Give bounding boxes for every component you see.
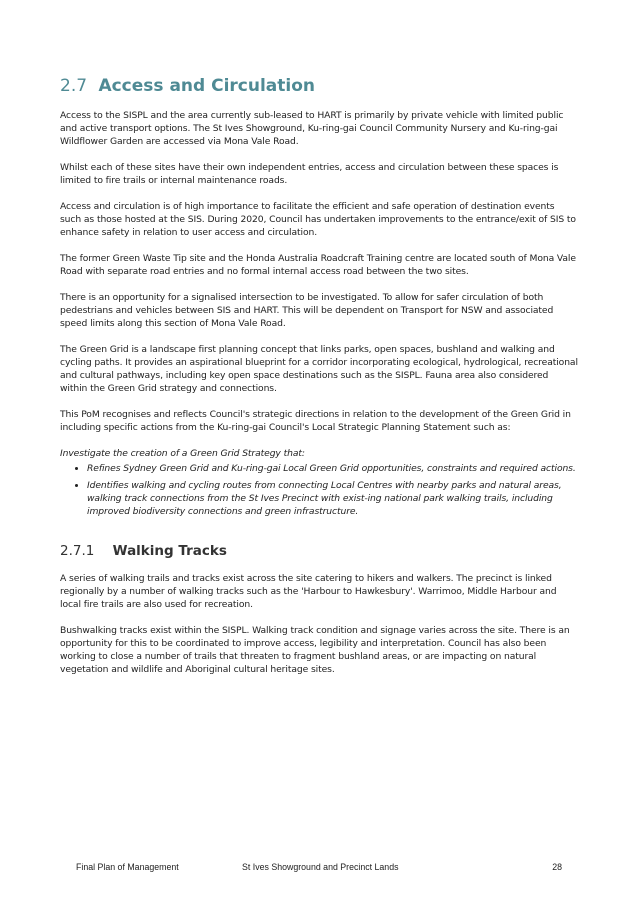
paragraph: There is an opportunity for a signalised intersection to be investigated. To allow for safer circulation of both pedestrians and vehicles between SIS and HART. This will be dependent on Transport for NSW and associated speed limits along this section of Mona Vale Road.: [60, 292, 554, 329]
paragraph: The former Green Waste Tip site and the Honda Australia Roadcraft Training centre are located south of Mona Vale Road with separate road entries and no formal internal access road between the two sites.: [60, 253, 576, 277]
paragraph: Access to the SISPL and the area currently sub-leased to HART is primarily by private vehicle with limited public and active transport options. The St Ives Showground, Ku-ring-gai Council Community Nursery and Ku-ring-gai Wildflower Garden are accessed via Mona Vale Road.: [60, 110, 564, 147]
subsection-number: 2.7.1: [60, 543, 95, 559]
strategy-bullet-list: [60, 462, 578, 518]
section-number: 2.7: [60, 76, 88, 96]
page-footer: [76, 862, 562, 874]
paragraph: Whilst each of these sites have their own independent entries, access and circulation between these spaces is limited to fire trails or internal maintenance roads.: [60, 162, 559, 186]
strategy-intro: Investigate the creation of a Green Grid Strategy that:: [60, 448, 305, 459]
footer-site-name: St Ives Showground and Precinct Lands: [242, 862, 399, 872]
subsection-heading: [60, 543, 578, 559]
section-heading: [60, 76, 578, 96]
paragraph: This PoM recognises and reflects Council's strategic directions in relation to the development of the Green Grid in including specific actions from the Ku-ring-gai Council's Local Strategic Planning Statement such as:: [60, 409, 571, 433]
paragraph: Access and circulation is of high importance to facilitate the efficient and safe operation of destination events such as those hosted at the SIS. During 2020, Council has undertaken improvements to the entrance/exit of SIS to enhance safety in relation to user access and circulation.: [60, 201, 576, 238]
list-item: • Identifies walking and cycling routes from connecting Local Centres with nearby parks and natural areas, walking track connections from the St Ives Precinct with exist-ing national park walking trails, including improved biodiversity connections and green infrastructure.: [87, 479, 578, 518]
section-title: Access and Circulation: [98, 76, 316, 96]
paragraph: Bushwalking tracks exist within the SISPL. Walking track condition and signage varies across the site. There is an opportunity for this to be coordinated to improve access, legibility and interpretation. Council has also been working to close a number of trails that threaten to fragment bushland areas, or are impacting on natural vegetation and wildlife and Aboriginal cultural heritage sites.: [60, 625, 570, 675]
footer-document-title: Final Plan of Management: [76, 862, 179, 872]
paragraph: The Green Grid is a landscape first planning concept that links parks, open spaces, bushland and walking and cycling paths. It provides an aspirational blueprint for a corridor incorporating ecological, hydrological, recreational and cultural pathways, including key open space destinations such as the SISPL. Fauna area also considered within the Green Grid strategy and connections.: [60, 344, 578, 394]
subsection-title: Walking Tracks: [112, 543, 227, 559]
paragraph: A series of walking trails and tracks exist across the site catering to hikers and walkers. The precinct is linked regionally by a number of walking tracks such as the 'Harbour to Hawkesbury'. Warrimoo, Middle Harbour and local fire trails are also used for recreation.: [60, 573, 557, 610]
list-item: • Refines Sydney Green Grid and Ku-ring-gai Local Green Grid opportunities, constraints and required actions.: [87, 462, 578, 475]
page-number: 28: [552, 862, 562, 872]
page-content: [60, 76, 578, 689]
